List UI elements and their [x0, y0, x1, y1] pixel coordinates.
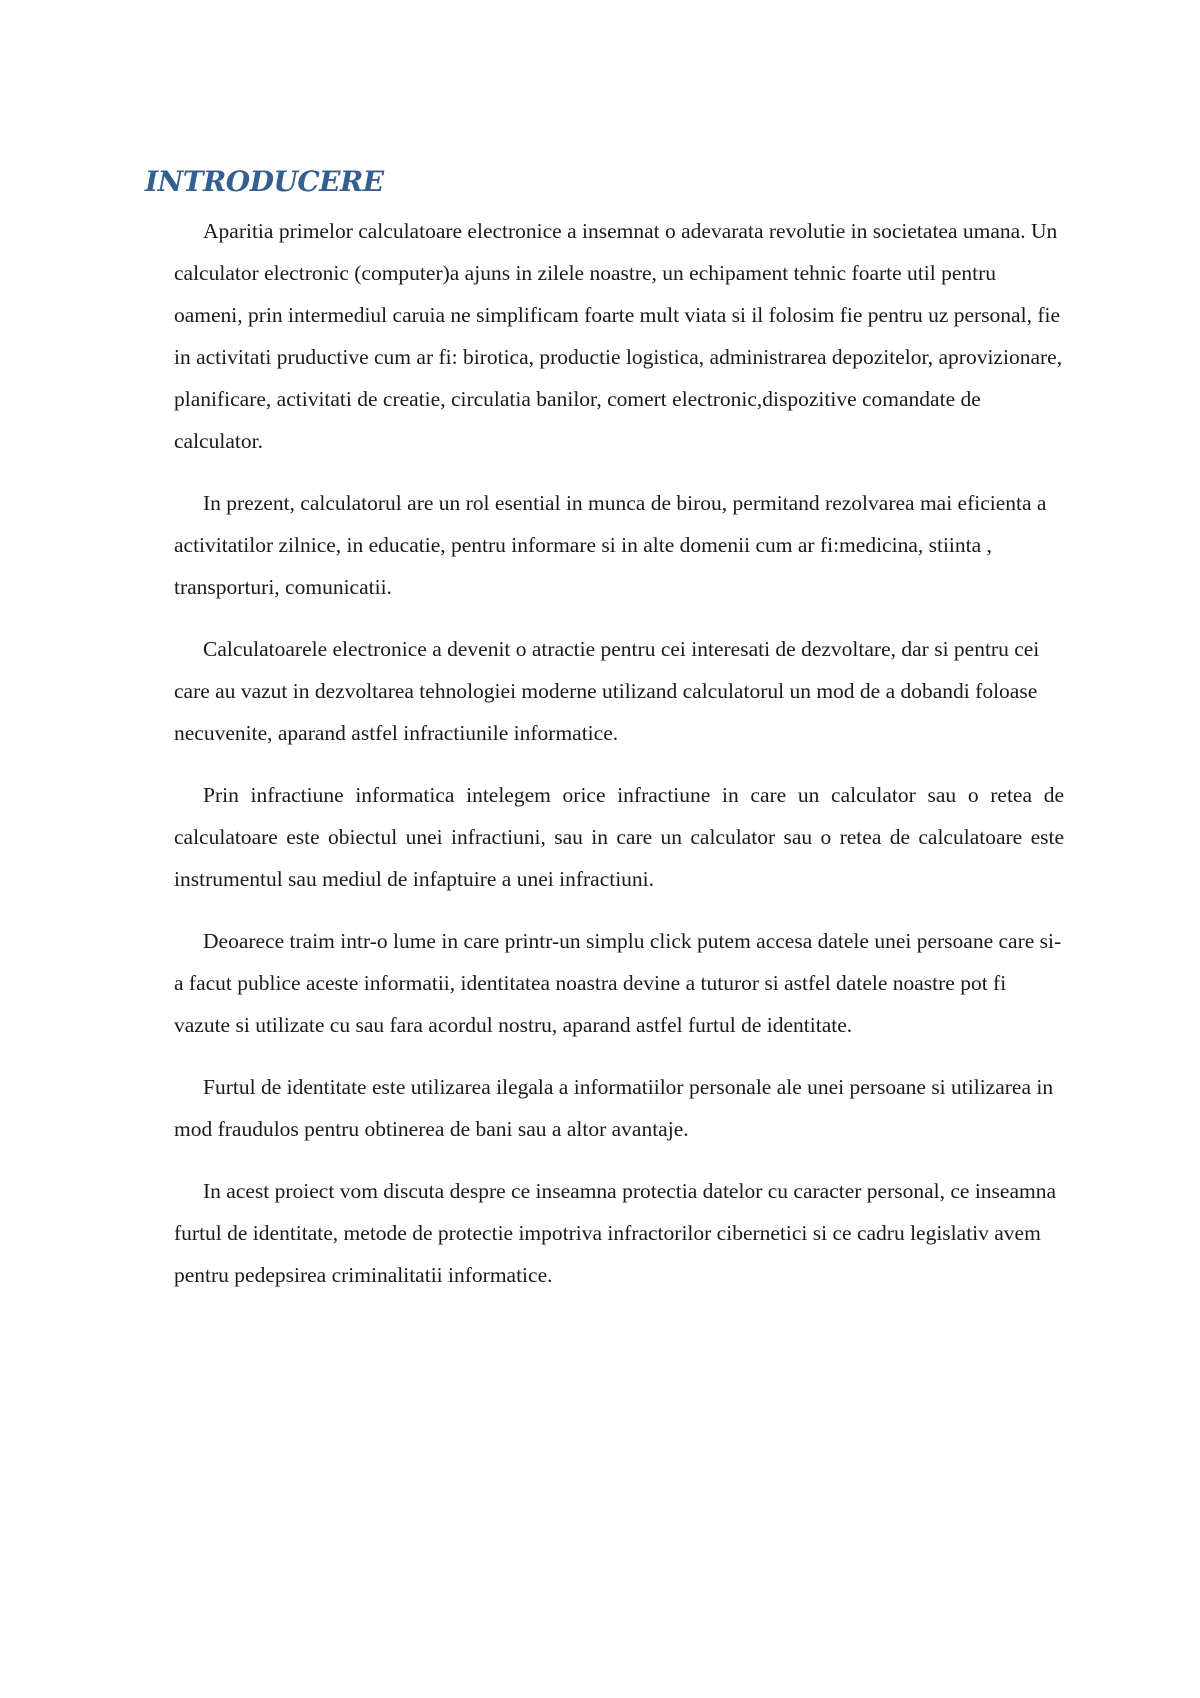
- paragraph-identity: Deoarece traim intr-o lume in care printr-un simplu click putem accesa datele unei persoane care si-a facut publice aceste informatii, identitatea noastra devine a tuturor si astfel datele noastre pot fi vazute si utilizate cu sau fara acordul nostru, aparand astfel furtul de identitate.: [174, 929, 1062, 1037]
- page-title: INTRODUCERE: [145, 165, 384, 198]
- paragraph-definition: Prin infractiune informatica intelegem orice infractiune in care un calculator sau o retea de calculatoare este obiectul unei infractiuni, sau in care un calculator sau o retea de calculatoare este instrumentul sau mediul de infaptuire a unei infractiuni.: [174, 783, 1064, 891]
- paragraph-attraction: Calculatoarele electronice a devenit o atractie pentru cei interesati de dezvoltare, dar si pentru cei care au vazut in dezvoltarea tehnologiei moderne utilizand calculatorul un mod de a dobandi foloase necuvenite, aparand astfel infractiunile informatice.: [174, 637, 1040, 745]
- paragraph-project-scope: In acest proiect vom discuta despre ce inseamna protectia datelor cu caracter personal, ce inseamna furtul de identitate, metode de protectie impotriva infractorilor cibernetici si ce cadru legislativ avem pentru pedepsirea criminalitatii informatice.: [174, 1179, 1057, 1287]
- paragraph-identity-theft: Furtul de identitate este utilizarea ilegala a informatiilor personale ale unei persoane si utilizarea in mod fraudulos pentru obtinerea de bani sau a altor avantaje.: [174, 1075, 1054, 1141]
- paragraph-present-role: In prezent, calculatorul are un rol esential in munca de birou, permitand rezolvarea mai eficienta a activitatilor zilnice, in educatie, pentru informare si in alte domenii cum ar fi:medicina, stiinta , transporturi, comunicatii.: [174, 491, 1047, 599]
- document-body: [174, 210, 1064, 1316]
- paragraph-introduction: Aparitia primelor calculatoare electronice a insemnat o adevarata revolutie in societatea umana. Un calculator electronic (computer)a ajuns in zilele noastre, un echipament tehnic foarte util pentru oameni, prin intermediul caruia ne simplificam foarte mult viata si il folosim fie pentru uz personal, fie in activitati pruductive cum ar fi: birotica, productie logistica, administrarea depozitelor, aprovizionare, planificare, activitati de creatie, circulatia banilor, comert electronic,dispozitive comandate de calculator.: [174, 219, 1063, 453]
